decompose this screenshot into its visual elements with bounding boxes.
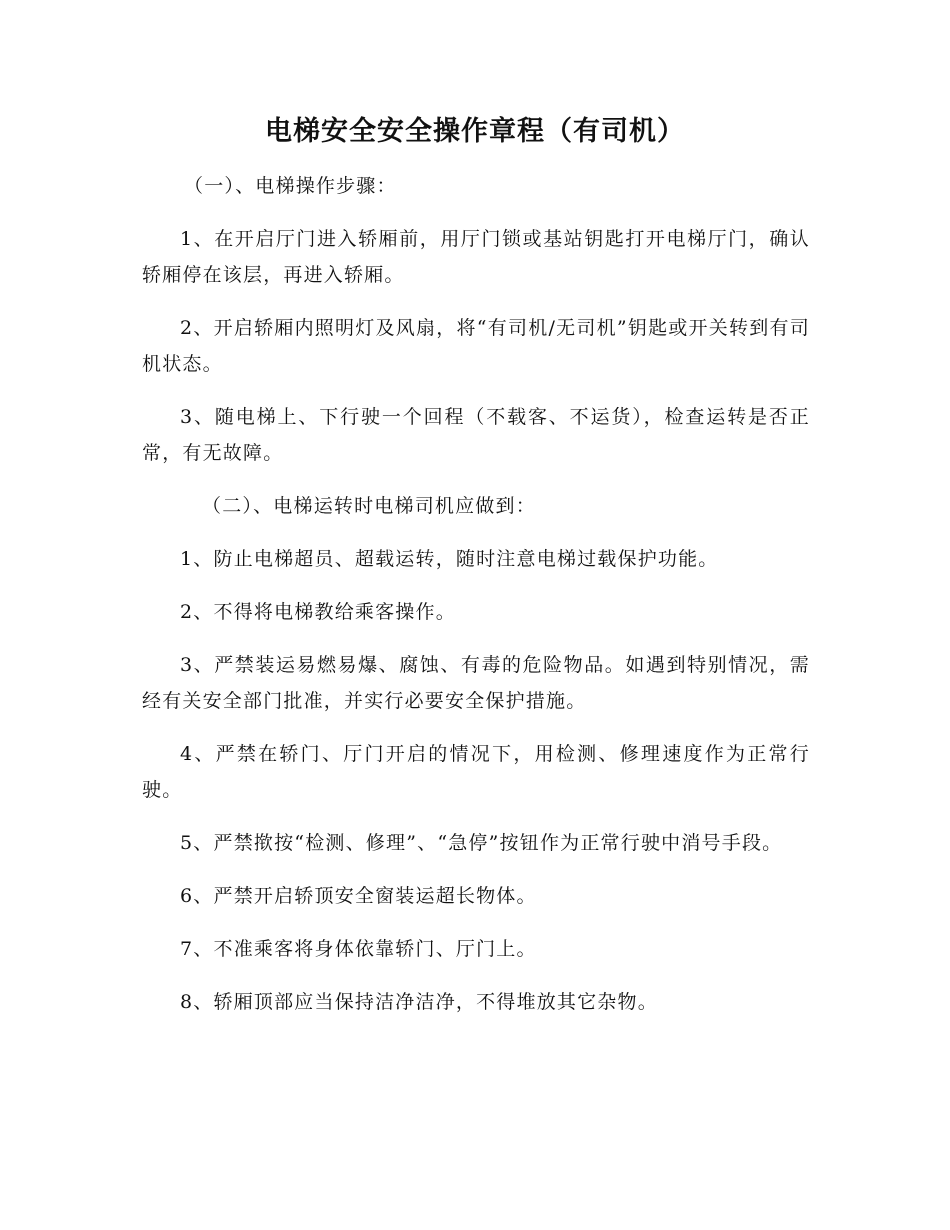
paragraph: 3、严禁装运易燃易爆、腐蚀、有毒的危险物品。如遇到特别情况，需经有关安全部门批准，并实行必要安全保护措施。 (142, 654, 810, 712)
paragraph: 1、防止电梯超员、超载运转，随时注意电梯过载保护功能。 (180, 548, 719, 570)
document-body (142, 168, 810, 1037)
document-title: 电梯安全安全操作章程（有司机） (265, 116, 685, 147)
paragraph: 1、在开启厅门进入轿厢前，用厅门锁或基站钥匙打开电梯厅门，确认轿厢停在该层，再进入轿厢。 (142, 228, 810, 286)
paragraph: 4、严禁在轿门、厅门开启的情况下，用检测、修理速度作为正常行驶。 (142, 743, 810, 801)
paragraph: 7、不准乘客将身体依靠轿门、厅门上。 (180, 938, 537, 960)
paragraph: 3、随电梯上、下行驶一个回程（不载客、不运货），检查运转是否正常，有无故障。 (142, 406, 810, 464)
paragraph: 8、轿厢顶部应当保持洁净洁净，不得堆放其它杂物。 (180, 991, 658, 1013)
section-heading-1: （一）、电梯操作步骤： (184, 175, 397, 197)
paragraph: 2、开启轿厢内照明灯及风扇，将“有司机/无司机”钥匙或开关转到有司机状态。 (142, 317, 810, 375)
paragraph: 2、不得将电梯教给乘客操作。 (180, 601, 456, 623)
paragraph: 6、严禁开启轿顶安全窗装运超长物体。 (180, 885, 537, 907)
paragraph: 5、严禁揿按“检测、修理”、“急停”按钮作为正常行驶中消号手段。 (180, 832, 783, 854)
section-heading-2: （二）、电梯运转时电梯司机应做到： (202, 495, 536, 517)
